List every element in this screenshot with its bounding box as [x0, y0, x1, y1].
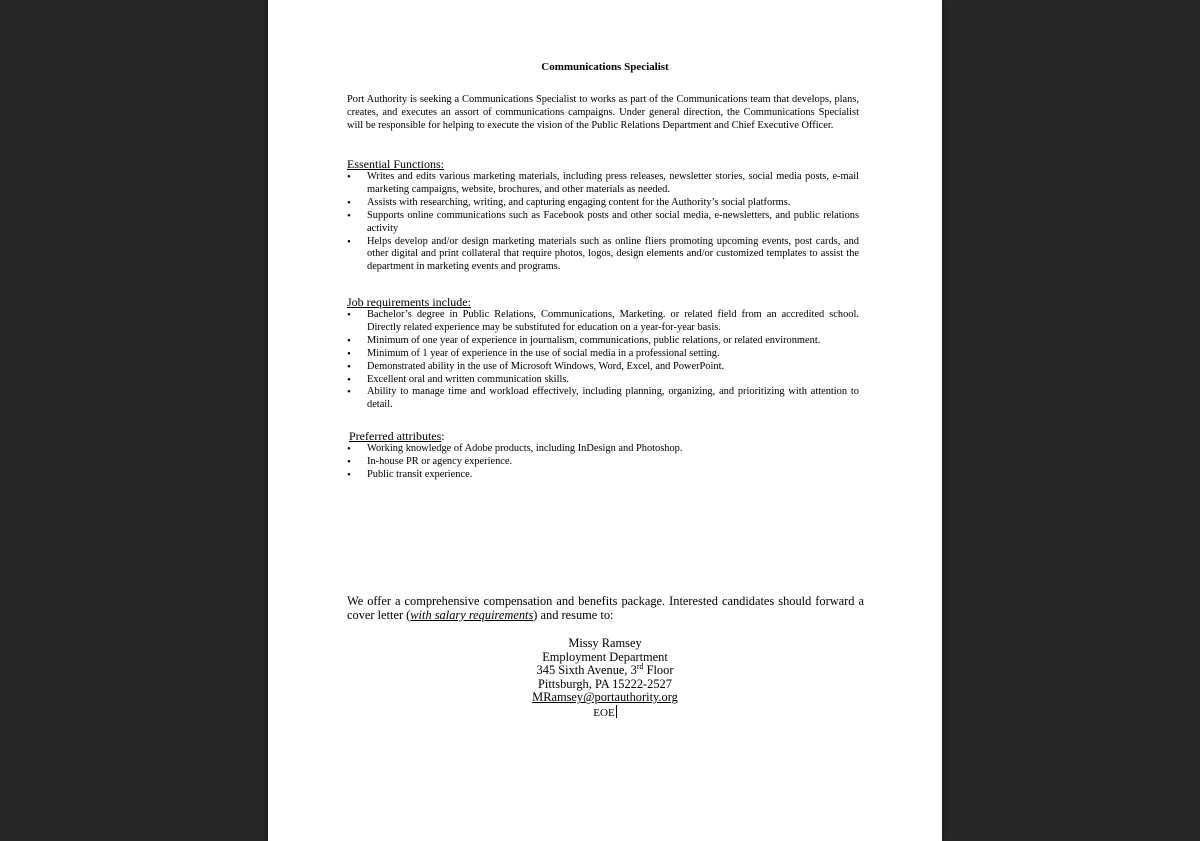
list-item: • Bachelor’s degree in Public Relations, Communications, Marketing. or related field from an accredited school. Directly related experience may be substituted for education on a year-for-year basis.	[347, 309, 859, 335]
address-suffix: Floor	[643, 663, 674, 678]
list-item: • Working knowledge of Adobe products, including InDesign and Photoshop.	[347, 443, 859, 456]
list-item: • In-house PR or agency experience.	[347, 456, 859, 469]
job-requirements-section	[347, 295, 859, 412]
job-requirements-list	[347, 309, 859, 412]
preferred-attributes-list	[347, 443, 859, 482]
offer-text: We offer a comprehensive compensation and benefits package. Interested candidates should forward a cover letter (	[347, 594, 864, 622]
salary-requirements-emphasis: with salary requirements	[410, 607, 534, 622]
document-page[interactable]	[268, 0, 942, 841]
list-item: • Excellent oral and written communication skills.	[347, 374, 859, 387]
intro-paragraph: Port Authority is seeking a Communications Specialist to works as part of the Communications team that develops, plans, creates, and executes an assort of communications campaigns. Under general direction, the Communications Specialist will be responsible for helping to execute the vision of the Public Relations Department and Chief Executive Officer.	[347, 94, 859, 131]
list-item: • Minimum of one year of experience in journalism, communications, public relations, or related environment.	[347, 335, 859, 348]
list-item: • Ability to manage time and workload effectively, including planning, organizing, and prioritizing with attention to detail.	[347, 386, 859, 412]
list-item: • Demonstrated ability in the use of Microsoft Windows, Word, Excel, and PowerPoint.	[347, 361, 859, 374]
address-ordinal: rd	[636, 662, 644, 672]
contact-department: Employment Department	[542, 649, 668, 664]
document-title: Communications Specialist	[541, 61, 669, 73]
list-item: • Public transit experience.	[347, 469, 859, 482]
preferred-attributes-section	[347, 429, 859, 482]
list-item: • Minimum of 1 year of experience in the use of social media in a professional setting.	[347, 348, 859, 361]
offer-paragraph	[347, 595, 864, 623]
list-item: • Supports online communications such as Facebook posts and other social media, e-newsletters, and public relations activity	[347, 210, 859, 236]
contact-name: Missy Ramsey	[568, 636, 642, 650]
list-item: • Helps develop and/or design marketing materials such as online fliers promoting upcoming events, post cards, and other digital and print collateral that require photos, logos, design elements and/or customized templates to assist the department in marketing events and programs.	[347, 236, 859, 275]
essential-functions-section	[347, 157, 859, 274]
preferred-attributes-heading: Preferred attributes	[349, 429, 442, 443]
eoe-label: EOE	[593, 706, 615, 719]
preferred-attributes-heading-row	[347, 429, 859, 443]
contact-block	[268, 637, 942, 721]
offer-text-end: ) and resume to:	[533, 607, 614, 622]
list-item: • Writes and edits various marketing materials, including press releases, newsletter stories, social media posts, e-mail marketing campaigns, website, brochures, and other materials as needed.	[347, 171, 859, 197]
heading-colon: :	[441, 429, 445, 443]
address-prefix: 345 Sixth Avenue, 3	[536, 663, 637, 678]
contact-email-link[interactable]: MRamsey@portauthority.org	[532, 690, 678, 705]
contact-address	[268, 664, 942, 678]
contact-city: Pittsburgh, PA 15222-2527	[538, 676, 672, 691]
text-cursor	[616, 705, 617, 718]
eoe-row	[268, 705, 942, 721]
essential-functions-list	[347, 171, 859, 274]
essential-functions-heading: Essential Functions:	[347, 157, 444, 171]
list-item: • Assists with researching, writing, and capturing engaging content for the Authority’s social platforms.	[347, 197, 859, 210]
job-requirements-heading: Job requirements include:	[347, 295, 471, 309]
